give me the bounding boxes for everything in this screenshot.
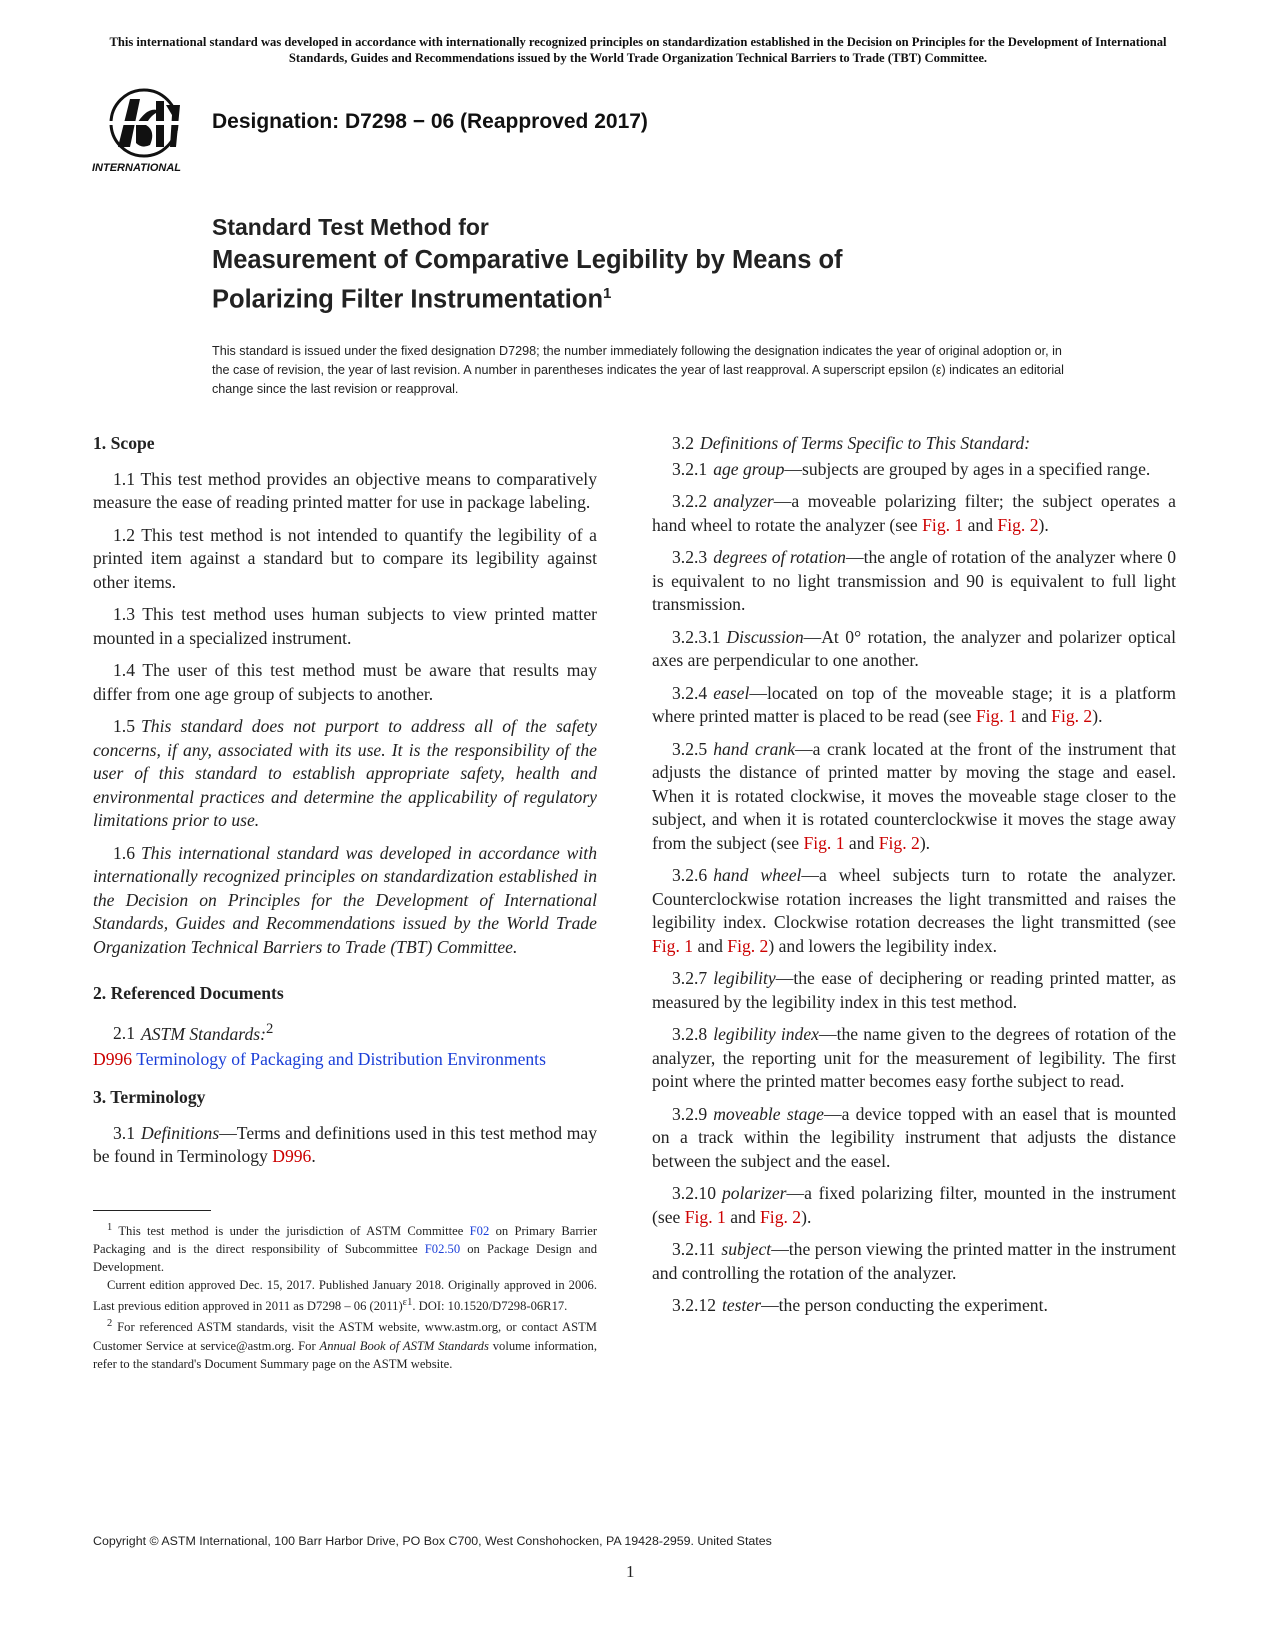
definition-text: —a moveable polarizing filter; the subject operates a hand wheel to rotate the analyzer (see <box>652 491 1176 535</box>
definition-term: moveable stage <box>713 1103 824 1124</box>
astm-logo <box>90 85 198 175</box>
definition-number: 3.2.3 <box>672 547 708 567</box>
definition-term: analyzer <box>713 491 774 511</box>
definition-item <box>652 967 1176 1014</box>
definition-term: age group <box>713 458 785 479</box>
para-3-1 <box>93 1122 597 1169</box>
fn1-edition-a: Current edition approved Dec. 15, 2017. Published January 2018. Originally approved in 2006. Last previous edition approved in 2011 as D7298 – 06 (2011) <box>93 1278 597 1314</box>
definition-text-end: ) and lowers the legibility index. <box>768 935 998 956</box>
fn1-mark: 1 <box>107 1222 113 1233</box>
definition-number: 3.2.9 <box>672 1103 708 1124</box>
footnotes <box>93 1219 597 1373</box>
definition-item <box>652 490 1176 537</box>
definitions-list <box>652 458 1176 1318</box>
footnote-rule <box>93 1210 211 1211</box>
definition-number: 3.2.11 <box>672 1239 716 1259</box>
para-1-4: 1.4 The user of this test method must be aware that results may differ from one age group of subjects to another. <box>93 660 597 704</box>
definition-text-end: ). <box>1092 706 1103 726</box>
para-3-2-text: Definitions of Terms Specific to This Standard: <box>700 433 1031 453</box>
para-1-6 <box>93 842 597 960</box>
definition-text-mid: and <box>1016 706 1052 726</box>
fn1-a: This test method is under the jurisdiction of ASTM Committee <box>118 1224 470 1239</box>
definition-item <box>652 1103 1176 1174</box>
para-1-6-num: 1.6 <box>113 842 135 863</box>
definition-number: 3.2.3.1 <box>672 626 721 647</box>
top-notice: This international standard was developed in accordance with internationally recognized principles on standardization established in the Decision on Principles for the Development of International Standards, Guides and Recommendations issued by the World Trade Organization Technical Barriers to Trade (TBT) Committee. <box>109 35 1167 65</box>
fig-2-link[interactable]: Fig. 2 <box>1051 706 1093 726</box>
logo-text: INTERNATIONAL <box>92 162 182 174</box>
para-1-6-text: This international standard was developed in accordance with internationally recognized principles on standardization established in the Decision on Principles for the Development of International Standards, Guides and Recommendations issued by the World Trade Organization Technical Barriers to Trade (TBT) Committee. <box>93 842 597 957</box>
fig-2-link[interactable]: Fig. 2 <box>997 514 1039 535</box>
definition-text: —a crank located at the front of the instrument that adjusts the distance of printed matter by moving the stage and easel. When it is rotated clockwise, it moves the moveable stage closer to the subject, and when it is rotated counterclockwise it moves the stage away from the subject (see <box>652 738 1176 853</box>
definition-item <box>652 626 1176 673</box>
fig-1-link[interactable]: Fig. 1 <box>803 832 845 853</box>
definition-item <box>652 682 1176 729</box>
definition-term: easel <box>713 682 750 703</box>
footnote-1-edition <box>93 1276 597 1315</box>
para-1-3: 1.3 This test method uses human subjects to view printed matter mounted in a specialized instrument. <box>93 604 597 648</box>
definition-text-mid: and <box>693 935 728 956</box>
definition-item <box>652 864 1176 958</box>
title-footnote-mark: 1 <box>603 285 612 302</box>
definition-number: 3.2.7 <box>672 968 708 988</box>
definition-term: subject <box>721 1239 772 1259</box>
para-3-1-end: . <box>311 1146 316 1167</box>
fn2-ital: Annual Book of ASTM Standards <box>319 1338 489 1353</box>
definition-text: —the name given to the degrees of rotation of the analyzer, the reporting unit for the measurement of legibility. The first point where the printed matter becomes easy forthe subject to read. <box>652 1024 1177 1091</box>
scope-heading: 1. Scope <box>93 433 155 453</box>
f02-50-link[interactable]: F02.50 <box>424 1242 461 1257</box>
definition-term: degrees of rotation <box>713 547 846 567</box>
fig-1-link[interactable]: Fig. 1 <box>922 514 964 535</box>
para-1-2: 1.2 This test method is not intended to quantify the legibility of a printed item against a standard but to compare its legibility against other items. <box>93 524 597 592</box>
definition-number: 3.2.10 <box>672 1183 716 1203</box>
left-column <box>93 432 597 1178</box>
definition-text-mid: and <box>844 832 879 853</box>
footnote-2 <box>93 1315 597 1372</box>
definition-item <box>652 546 1176 617</box>
para-2-1-text: ASTM Standards: <box>141 1023 266 1044</box>
fig-1-link[interactable]: Fig. 1 <box>975 706 1017 726</box>
copyright: Copyright © ASTM International, 100 Barr Harbor Drive, PO Box C700, West Conshohocken, PA 19428-2959. United States <box>93 1534 772 1548</box>
fn1-b: on Primary Barrier Packaging and is the direct responsibility of Subcommittee <box>93 1224 598 1257</box>
para-3-2-num: 3.2 <box>672 433 694 453</box>
definition-text: —the person conducting the experiment. <box>761 1295 1048 1315</box>
definition-term: polarizer <box>721 1183 787 1203</box>
fig-1-link[interactable]: Fig. 1 <box>652 935 694 956</box>
fn2-mark: 2 <box>107 1318 113 1330</box>
ref-title-link[interactable]: Terminology of Packaging and Distribution Environments <box>136 1048 546 1069</box>
definition-item <box>652 1023 1176 1094</box>
para-2-1 <box>93 1018 597 1046</box>
definition-text: —the person viewing the printed matter in the instrument and controlling the rotation of the analyzer. <box>652 1239 1176 1283</box>
title-line-2: Measurement of Comparative Legibility by Means of <box>212 246 843 274</box>
definition-text: —At 0° rotation, the analyzer and polarizer optical axes are perpendicular to one another. <box>652 626 1176 670</box>
para-1-5-num: 1.5 <box>113 716 135 736</box>
definition-number: 3.2.1 <box>672 458 708 479</box>
definition-number: 3.2.12 <box>672 1295 716 1315</box>
ref-code-link[interactable]: D996 <box>93 1048 133 1069</box>
definition-number: 3.2.4 <box>672 682 708 703</box>
definition-text-end: ). <box>919 832 931 853</box>
definition-item <box>652 738 1176 856</box>
fn1-edition-sup: ε1 <box>402 1297 413 1309</box>
definition-term: hand crank <box>713 738 796 759</box>
definition-term: hand wheel <box>713 865 802 885</box>
fig-2-link[interactable]: Fig. 2 <box>727 935 769 956</box>
definition-text: —the angle of rotation of the analyzer where 0 is equivalent to no light transmission and 90 is equivalent to full light transmission. <box>652 547 1176 614</box>
fig-1-link[interactable]: Fig. 1 <box>684 1206 726 1227</box>
fn2-a: For referenced ASTM standards, visit the ASTM website, www.astm.org, or contact ASTM Customer Service at service@astm.org. For <box>93 1320 598 1353</box>
definition-number: 3.2.2 <box>672 491 708 511</box>
definition-text: —a wheel subjects turn to rotate the analyzer. Counterclockwise rotation increases the light transmitted and raises the legibility index. Clockwise rotation decreases the light transmitted (see <box>652 865 1176 932</box>
definition-text: —a fixed polarizing filter, mounted in the instrument (see <box>652 1183 1176 1227</box>
title-line-3-text: Polarizing Filter Instrumentation <box>212 285 604 314</box>
definition-item <box>652 1294 1176 1318</box>
para-3-2 <box>652 432 1176 456</box>
definition-text: —a device topped with an easel that is mounted on a track within the legibility instrument that adjusts the distance between the subject and the easel. <box>652 1103 1176 1171</box>
definition-number: 3.2.6 <box>672 865 708 885</box>
refdocs-heading: 2. Referenced Documents <box>93 983 284 1003</box>
referenced-doc <box>93 1048 597 1072</box>
definition-text-end: ). <box>1038 514 1049 535</box>
f02-link[interactable]: F02 <box>469 1224 490 1239</box>
fig-2-link[interactable]: Fig. 2 <box>878 832 920 853</box>
definition-term: legibility <box>713 968 776 988</box>
para-2-1-num: 2.1 <box>113 1023 135 1044</box>
para-3-1-text: —Terms and definitions used in this test method may be found in Terminology <box>93 1122 597 1167</box>
definition-number: 3.2.5 <box>672 738 708 759</box>
definition-number: 3.2.8 <box>672 1024 708 1044</box>
footnote-1 <box>93 1219 597 1276</box>
para-1-5 <box>93 715 597 833</box>
designation: Designation: D7298 − 06 (Reapproved 2017) <box>212 110 648 133</box>
para-3-1-term: Definitions <box>141 1122 220 1143</box>
para-1-5-text: This standard does not purport to address all of the safety concerns, if any, associated with its use. It is the responsibility of the user of this standard to establish appropriate safety, health and environmental practices and determine the applicability of regulatory limitations prior to use. <box>93 716 597 830</box>
definition-term: tester <box>721 1295 762 1315</box>
title-line-3 <box>212 277 1012 317</box>
issued-note: This standard is issued under the fixed designation D7298; the number immediately following the designation indicates the year of original adoption or, in the case of revision, the year of last revision. A number in parentheses indicates the year of last reapproval. A superscript epsilon (ε) indicates an editorial change since the last revision or reapproval. <box>212 344 1064 396</box>
definition-term: Discussion <box>726 626 804 647</box>
definition-text-mid: and <box>963 514 998 535</box>
definition-item <box>652 1182 1176 1229</box>
definition-item <box>652 458 1176 482</box>
title-line-1: Standard Test Method for <box>212 214 489 240</box>
fig-2-link[interactable]: Fig. 2 <box>760 1206 802 1227</box>
para-3-1-num: 3.1 <box>113 1122 135 1143</box>
para-1-1: 1.1 This test method provides an objective means to comparatively measure the ease of reading printed matter for use in package labeling. <box>93 468 597 512</box>
definition-text: —located on top of the moveable stage; it is a platform where printed matter is placed to be read (see <box>652 682 1176 726</box>
definition-text-mid: and <box>725 1206 761 1227</box>
definition-text-end: ). <box>801 1206 812 1227</box>
definition-text: —subjects are grouped by ages in a specified range. <box>784 458 1151 479</box>
definition-term: legibility index <box>713 1024 819 1044</box>
d996-link[interactable]: D996 <box>272 1146 312 1167</box>
fn2-b: volume information, refer to the standard's Document Summary page on the ASTM website. <box>93 1338 597 1371</box>
page-number: 1 <box>626 1562 635 1581</box>
para-2-1-sup: 2 <box>265 1020 274 1037</box>
terminology-heading: 3. Terminology <box>93 1087 206 1108</box>
definition-item <box>652 1238 1176 1285</box>
title-block <box>212 212 1012 317</box>
fn1-edition-b: . DOI: 10.1520/D7298-06R17. <box>412 1299 568 1314</box>
right-column <box>652 432 1176 1327</box>
fn1-c: on Package Design and Development. <box>93 1242 597 1275</box>
definition-text: —the ease of deciphering or reading printed matter, as measured by the legibility index in this test method. <box>652 968 1176 1012</box>
